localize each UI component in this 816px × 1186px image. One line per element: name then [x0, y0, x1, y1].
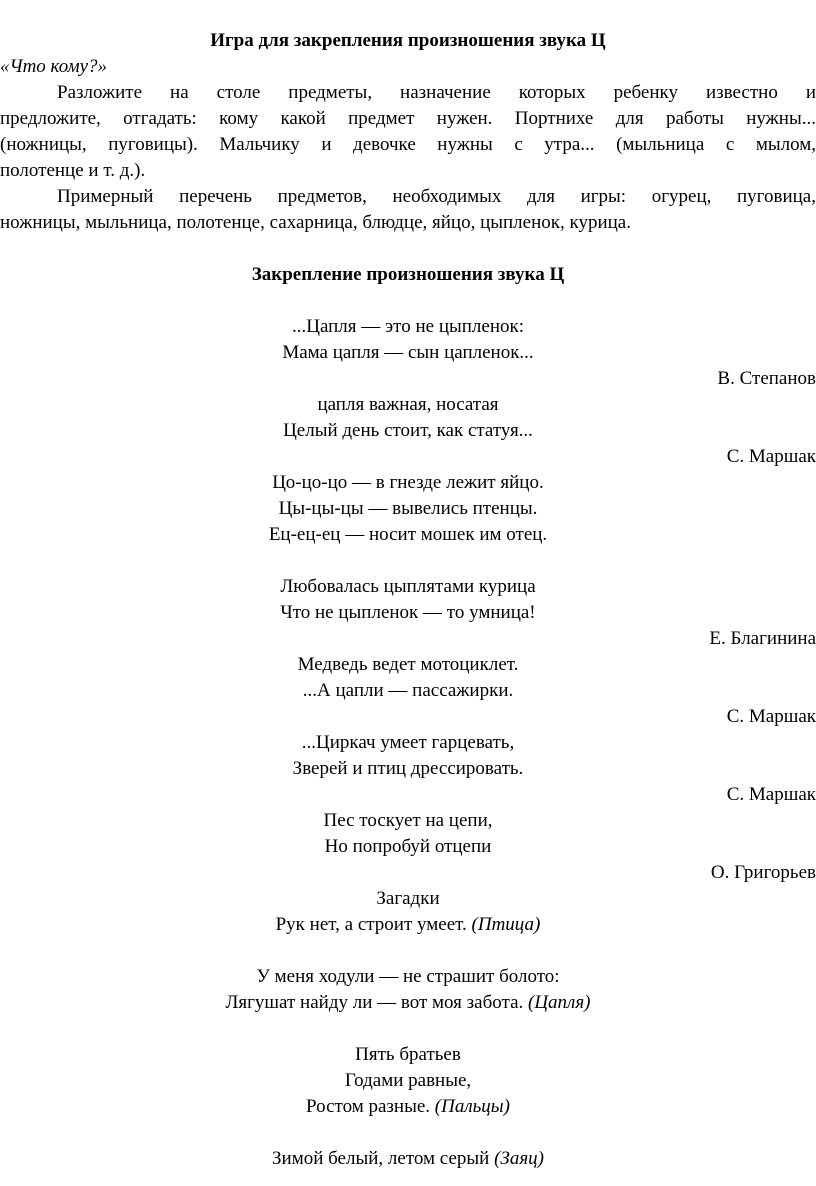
poem-line: Целый день стоит, как статуя... — [283, 420, 533, 441]
poem-line: Цо-цо-цо — в гнезде лежит яйцо. — [272, 472, 544, 493]
poem-line: ...А цапли — пассажирки. — [302, 680, 514, 701]
riddle-line: Пять братьев — [355, 1044, 461, 1065]
para2-line2: ножницы, мыльница, полотенце, сахарница, блюдце, яйцо, цыпленок, курица. — [0, 212, 631, 233]
poem-author: Е. Благинина — [709, 628, 816, 649]
riddle-answer: (Заяц) — [494, 1148, 544, 1169]
poem-line: цапля важная, носатая — [317, 394, 499, 415]
para2-line1: Примерный перечень предметов, необходимых для игры: огурец, пуговица, — [57, 186, 816, 207]
poem-line: Цы-цы-цы — вывелись птенцы. — [278, 498, 538, 519]
poem-line: Медведь ведет мотоциклет. — [297, 654, 519, 675]
riddle-answer: (Птица) — [471, 914, 541, 935]
riddles-title: Загадки — [376, 888, 440, 909]
poem-author: С. Маршак — [726, 784, 816, 805]
section-title: Закрепление произношения звука Ц — [251, 264, 565, 285]
poem-author: В. Степанов — [717, 368, 816, 389]
para1-line1: Разложите на столе предметы, назначение которых ребенку известно и — [57, 82, 816, 103]
para1-line3: (ножницы, пуговицы). Мальчику и девочке нужны с утра... (мыльница с мылом, — [0, 134, 816, 155]
riddle-line: Зимой белый, летом серый (Заяц) — [272, 1148, 544, 1169]
poem-line: Но попробуй отцепи — [324, 836, 492, 857]
para1-line4: полотенце и т. д.). — [0, 160, 146, 181]
poem-line: Любовалась цыплятами курица — [280, 576, 536, 597]
poem-line: Ец-ец-ец — носит мошек им отец. — [268, 524, 548, 545]
poem-line: Мама цапля — сын цапленок... — [282, 342, 534, 363]
riddle-answer: (Пальцы) — [434, 1096, 510, 1117]
riddle-answer: (Цапля) — [528, 992, 591, 1013]
riddle-line: Лягушат найду ли — вот моя забота. (Цапля) — [225, 992, 591, 1013]
poem-author: О. Григорьев — [710, 862, 816, 883]
poem-line: Зверей и птиц дрессировать. — [292, 758, 524, 779]
poem-author: С. Маршак — [726, 446, 816, 467]
poem-line: ...Цапля — это не цыпленок: — [291, 316, 525, 337]
document-title: Игра для закрепления произношения звука Ц — [210, 30, 606, 51]
riddle-line: У меня ходули — не страшит болото: — [256, 966, 560, 987]
riddle-line: Ростом разные. (Пальцы) — [306, 1096, 510, 1117]
poem-author: С. Маршак — [726, 706, 816, 727]
para1-line2: предложите, отгадать: кому какой предмет нужен. Портнихе для работы нужны... — [0, 108, 816, 129]
poem-line: Что не цыпленок — то умница! — [280, 602, 536, 623]
poem-line: Пес тоскует на цепи, — [323, 810, 493, 831]
poem-line: ...Циркач умеет гарцевать, — [301, 732, 515, 753]
riddle-line: Рук нет, а строит умеет. (Птица) — [275, 914, 541, 935]
game-name: «Что кому?» — [0, 56, 108, 77]
riddle-line: Годами равные, — [344, 1070, 472, 1091]
